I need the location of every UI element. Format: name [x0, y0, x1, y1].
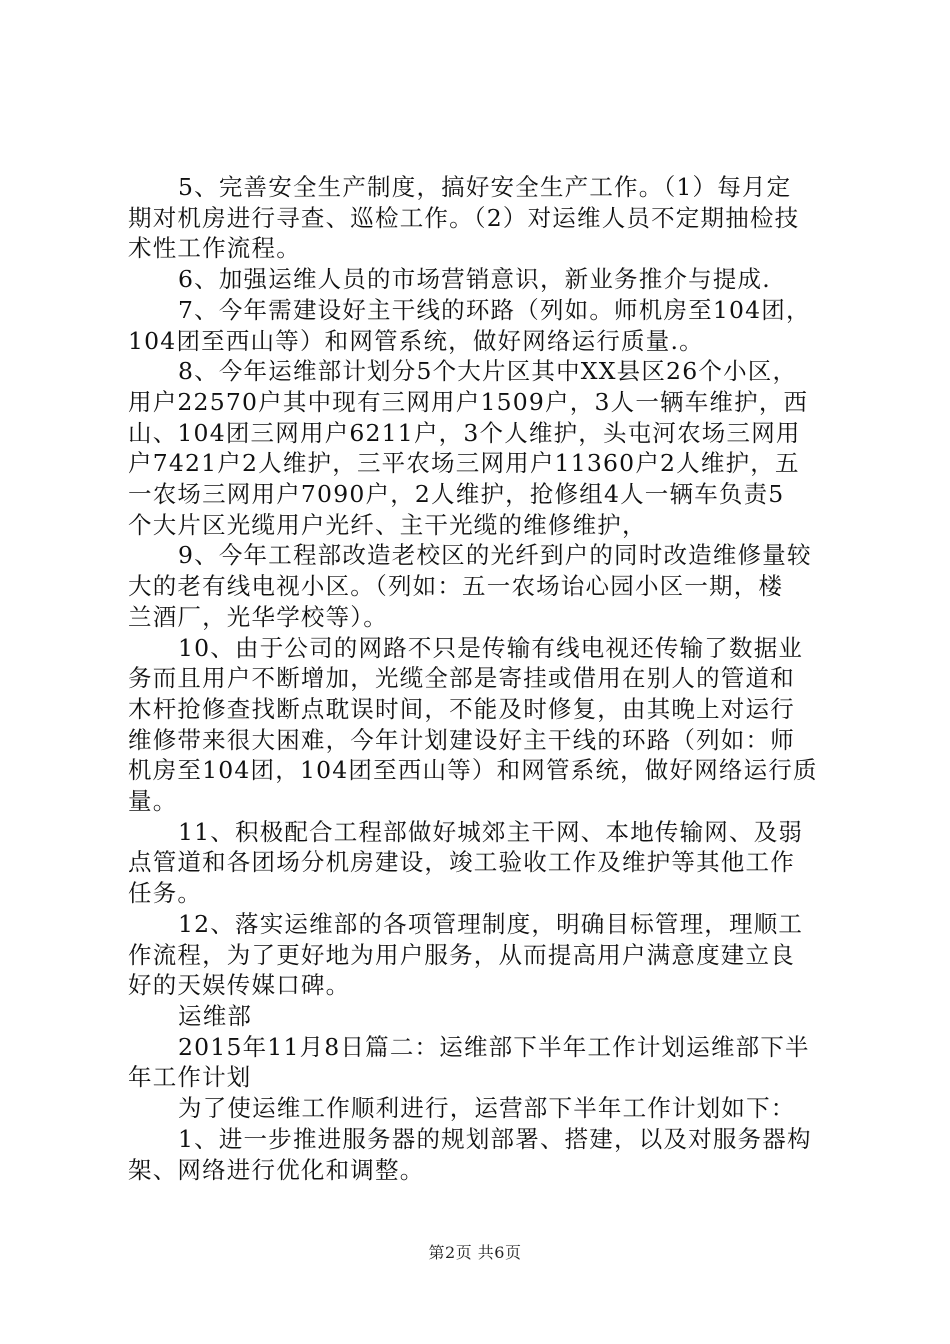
paragraph-line: 量。: [128, 787, 178, 816]
paragraph-first-line: 6、加强运维人员的市场营销意识，新业务推介与提成.: [178, 265, 771, 294]
paragraph-first-line: 2015年11月8日篇二：运维部下半年工作计划运维部下半: [178, 1032, 810, 1061]
paragraph-line: 期对机房进行寻查、巡检工作。（2）对运维人员不定期抽检技: [128, 203, 800, 232]
paragraph-first-line: 运维部: [178, 1001, 253, 1030]
paragraph-line: 术性工作流程。: [128, 234, 301, 263]
paragraph-first-line: 12、落实运维部的各项管理制度，明确目标管理，理顺工: [178, 909, 804, 938]
paragraph-line: 机房至104团，104团至西山等）和网管系统，做好网络运行质: [128, 756, 818, 785]
paragraph-first-line: 为了使运维工作顺利进行，运营部下半年工作计划如下：: [178, 1094, 796, 1123]
paragraph-line: 山、104团三网用户6211户，3个人维护，头屯河农场三网用: [128, 418, 801, 447]
paragraph-first-line: 8、今年运维部计划分5个大片区其中XX县区26个小区，: [178, 357, 798, 386]
paragraph-line: 作流程，为了更好地为用户服务，从而提高用户满意度建立良: [128, 940, 795, 969]
paragraph-line: 木杆抢修查找断点耽误时间，不能及时修复，由其晚上对运行: [128, 694, 795, 723]
paragraph-line: 户7421户2人维护，三平农场三网用户11360户2人维护，五: [128, 449, 800, 478]
paragraph-line: 用户22570户其中现有三网用户1509户，3人一辆车维护，西: [128, 387, 809, 416]
document-body: [128, 172, 828, 1185]
paragraph-line: 维修带来很大困难，今年计划建设好主干线的环路（列如：师: [128, 725, 795, 754]
paragraph-line: 务而且用户不断增加，光缆全部是寄挂或借用在别人的管道和: [128, 664, 795, 693]
page-footer: 第2页 共6页: [428, 1243, 522, 1262]
paragraph-line: 兰酒厂，光华学校等）。: [128, 602, 388, 631]
paragraph-first-line: 9、今年工程部改造老校区的光纤到户的同时改造维修量较: [178, 541, 812, 570]
paragraph-first-line: 10、由于公司的网路不只是传输有线电视还传输了数据业: [178, 633, 804, 662]
paragraph-line: 年工作计划: [128, 1063, 252, 1092]
paragraph-first-line: 1、进一步推进服务器的规划部署、搭建，以及对服务器构: [178, 1124, 812, 1153]
paragraph-first-line: 11、积极配合工程部做好城郊主干网、本地传输网、及弱: [178, 817, 804, 846]
paragraph-line: 一农场三网用户7090户，2人维护，抢修组4人一辆车负责5: [128, 480, 785, 509]
paragraph-line: 个大片区光缆用户光纤、主干光缆的维修维护，: [128, 510, 647, 539]
paragraph-line: 点管道和各团场分机房建设，竣工验收工作及维护等其他工作: [128, 848, 795, 877]
paragraph-line: 好的天娱传媒口碑。: [128, 971, 351, 1000]
paragraph-line: 104团至西山等）和网管系统，做好网络运行质量.。: [128, 326, 704, 355]
paragraph-first-line: 7、今年需建设好主干线的环路（列如。师机房至104团，: [178, 295, 811, 324]
paragraph-line: 任务。: [128, 879, 203, 908]
paragraph-line: 架、网络进行优化和调整。: [128, 1155, 425, 1184]
paragraph-line: 大的老有线电视小区。（列如：五一农场诒心园小区一期，楼: [128, 572, 784, 601]
paragraph-first-line: 5、完善安全生产制度，搞好安全生产工作。（1）每月定: [178, 173, 792, 201]
